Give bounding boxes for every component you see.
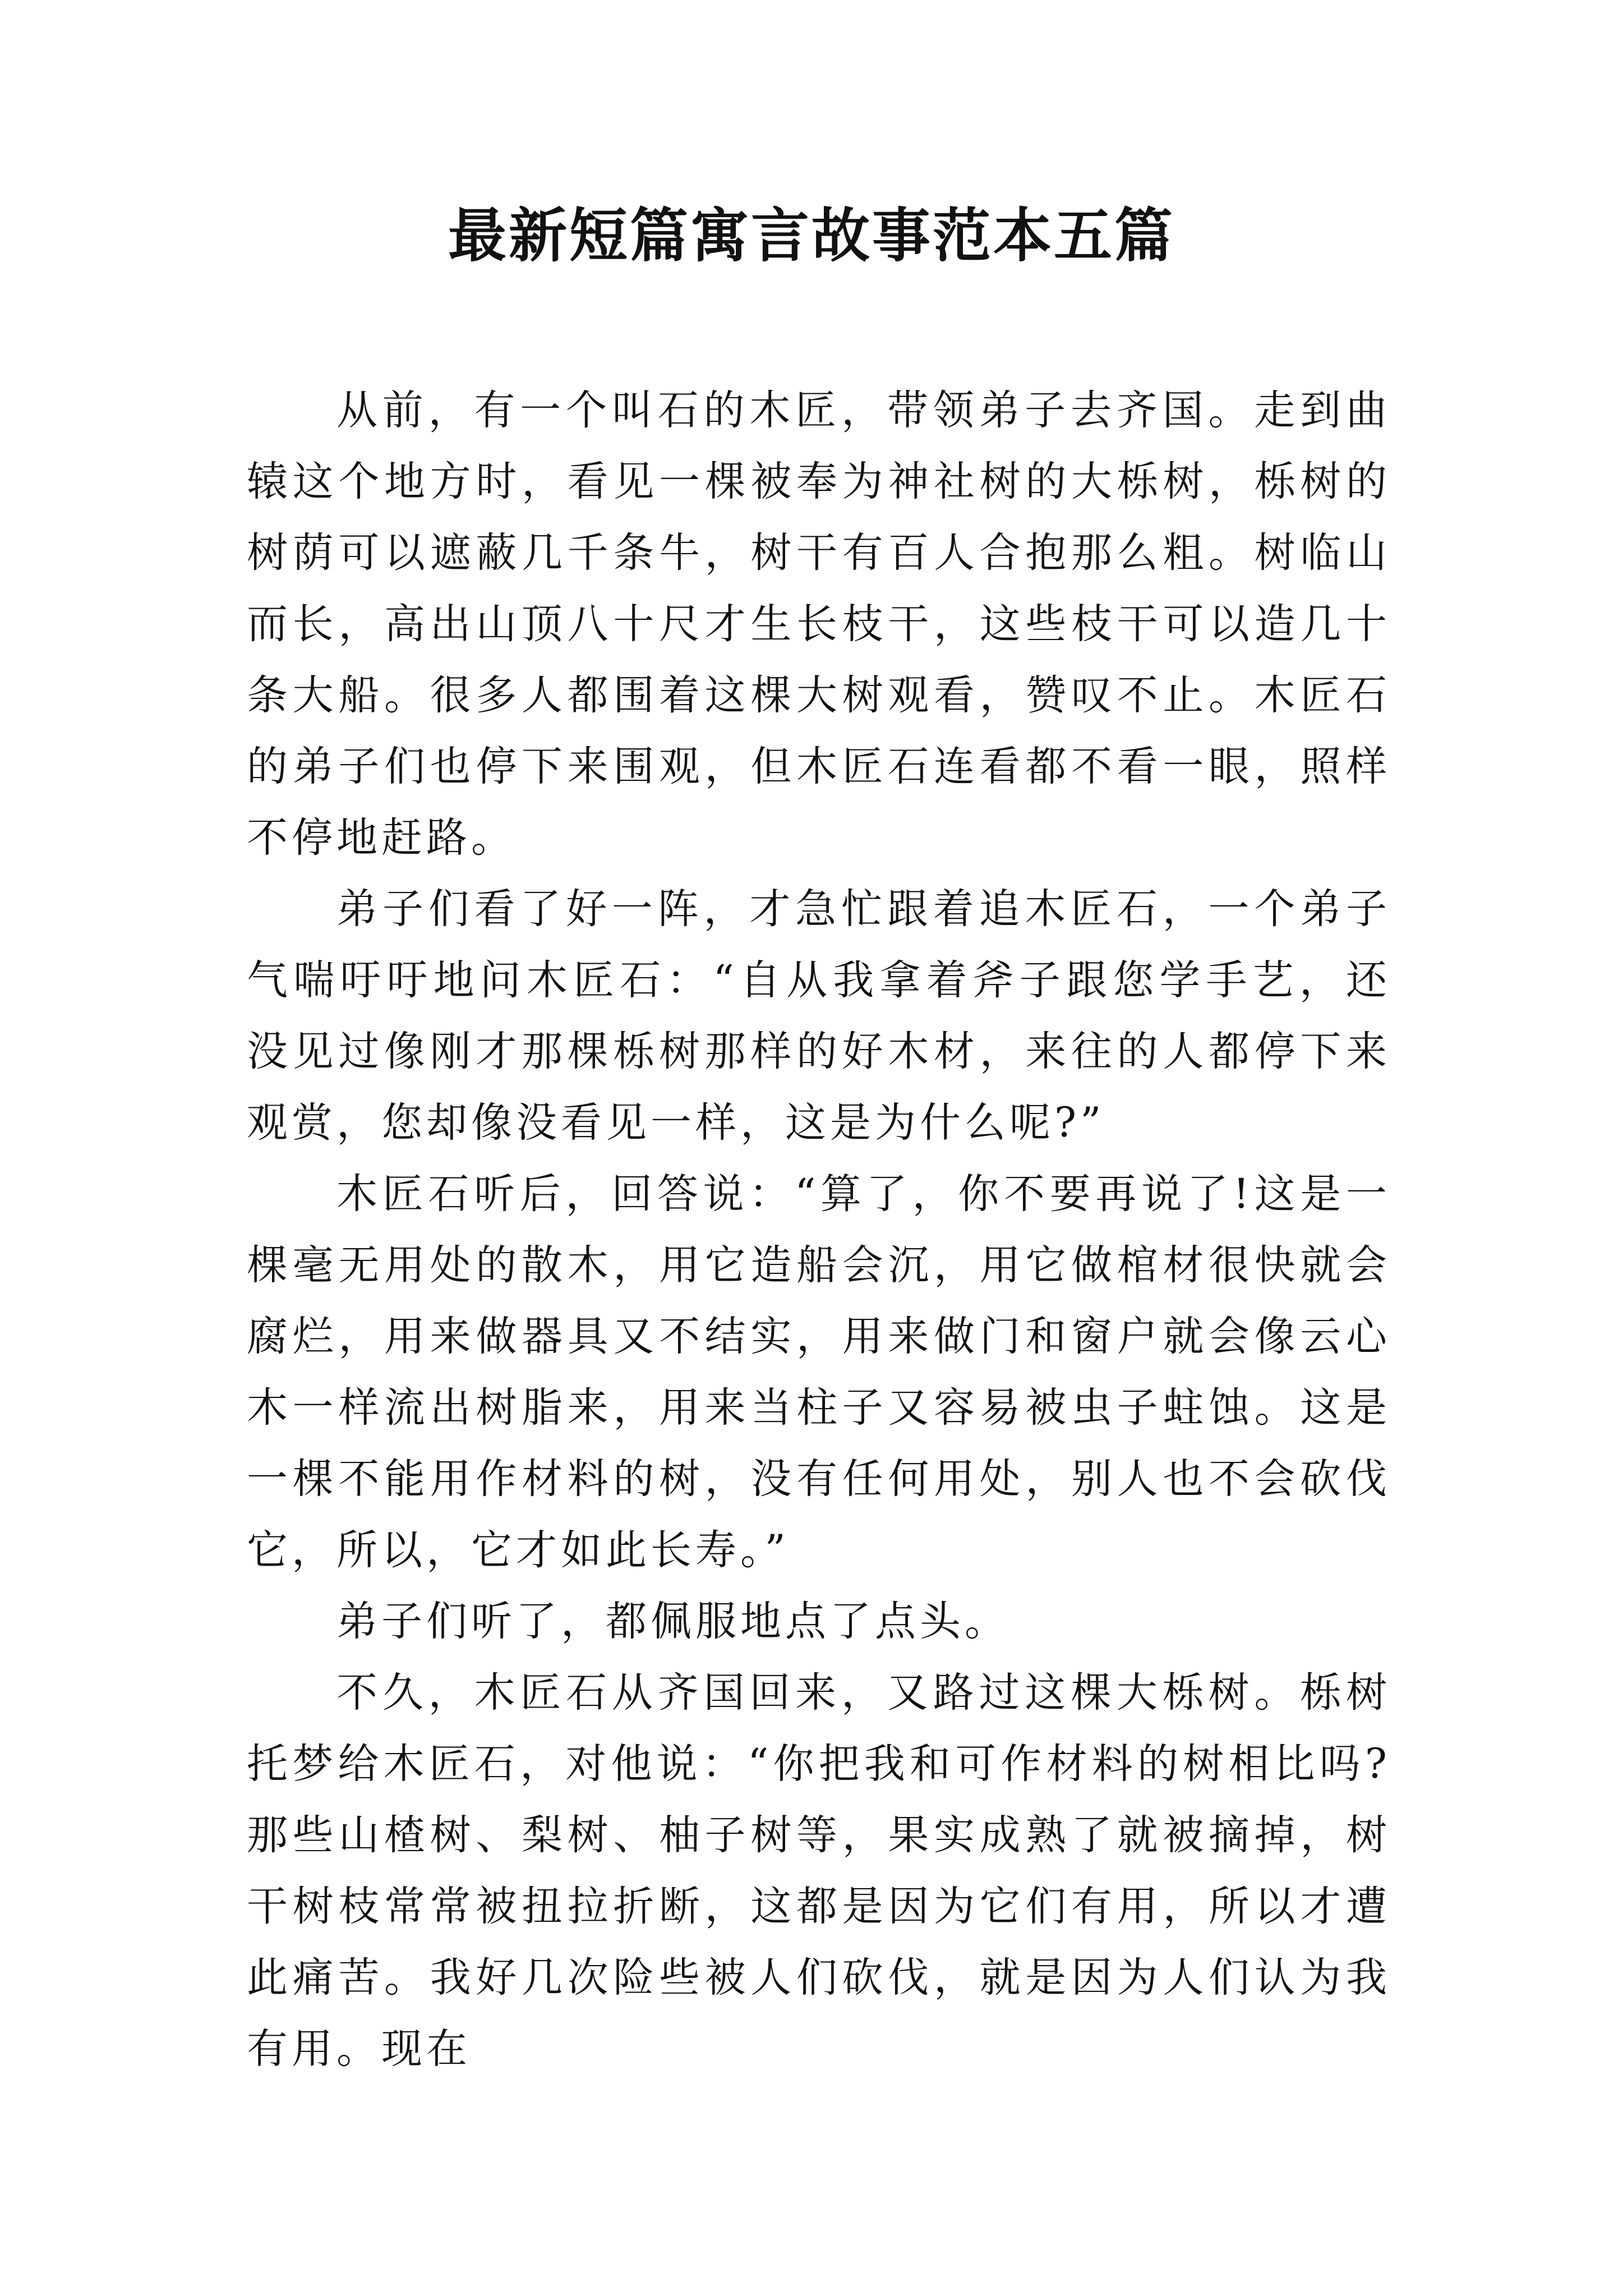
paragraph: 从前，有一个叫石的木匠，带领弟子去齐国。走到曲辕这个地方时，看见一棵被奉为神社树的大栎树，栎树的树荫可以遮蔽几千条牛，树干有百人合抱那么粗。树临山而长，高出山顶八十尺才生长枝干，这些枝干可以造几十条大船。很多人都围着这棵大树观看，赞叹不止。木匠石的弟子们也停下来围观，但木匠石连看都不看一眼，照样不停地赶路。: [247, 386, 1391, 862]
paragraph: 弟子们听了，都佩服地点了点头。: [336, 1598, 1009, 1645]
paragraph: 木匠石听后，回答说：“算了，你不要再说了!这是一棵毫无用处的散木，用它造船会沉，用它做棺材很快就会腐烂，用来做器具又不结实，用来做门和窗户就会像云心木一样流出树脂来，用来当柱子又容易被虫子蛀蚀。这是一棵不能用作材料的树，没有任何用处，别人也不会砍伐它，所以，它才如此长寿。”: [247, 1170, 1391, 1574]
paragraph: 不久，木匠石从齐国回来，又路过这棵大栎树。栎树托梦给木匠石，对他说：“你把我和可作材料的树相比吗?那些山楂树、梨树、柚子树等，果实成熟了就被摘掉，树干树枝常常被扭拉折断，这都是因为它们有用，所以才遭此痛苦。我好几次险些被人们砍伐，就是因为人们认为我有用。现在: [247, 1669, 1391, 2073]
paragraph: 弟子们看了好一阵，才急忙跟着追木匠石，一个弟子气喘吁吁地问木匠石：“自从我拿着斧子跟您学手艺，还没见过像刚才那棵栎树那样的好木材，来往的人都停下来观赏，您却像没看见一样，这是为什么呢?”: [247, 885, 1391, 1147]
document-title: 最新短篇寓言故事范本五篇: [448, 201, 1175, 270]
document-body: [247, 375, 1391, 2085]
